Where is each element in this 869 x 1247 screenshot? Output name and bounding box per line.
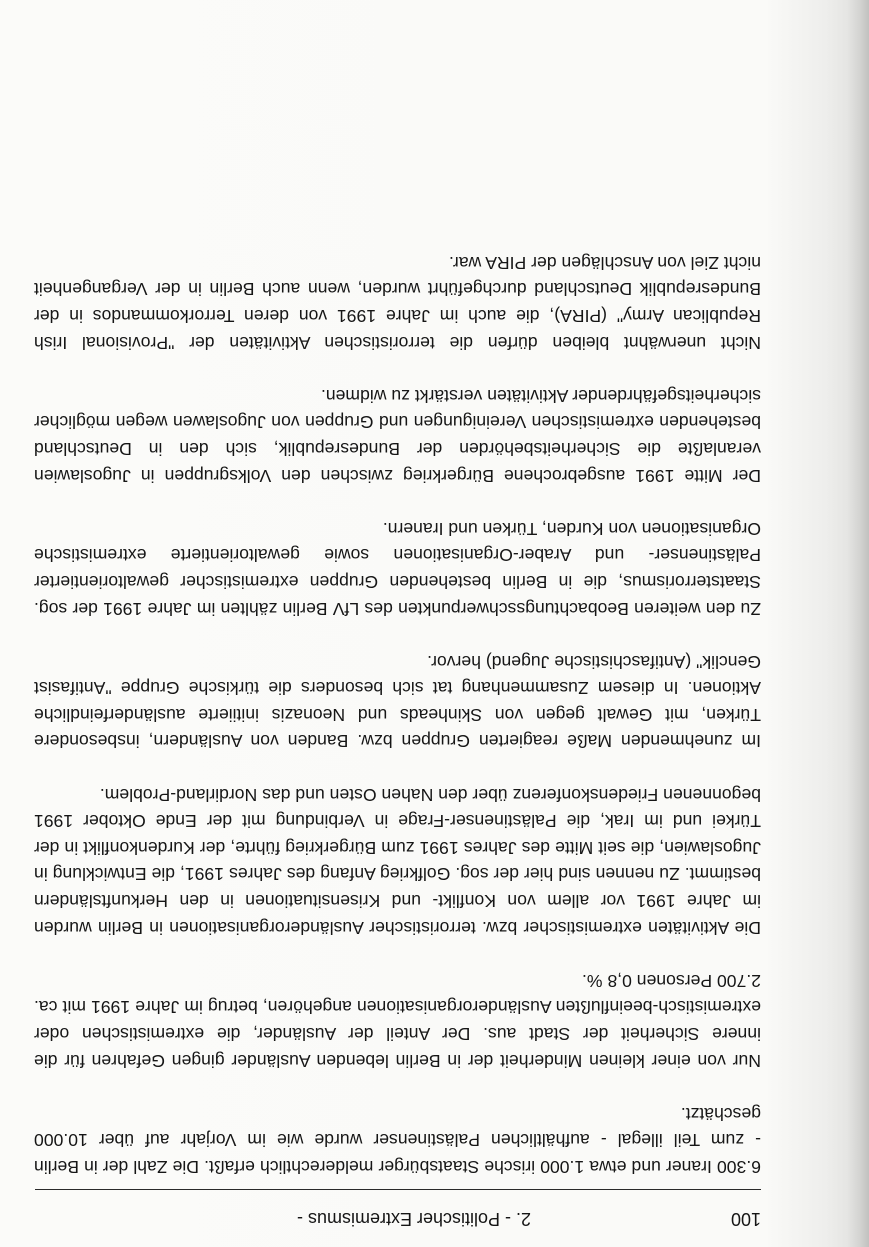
paragraph-youth-gangs: Im zunehmenden Maße reagierten Gruppen bzw. Banden von Ausländern, insbesondere Türken, mit Gewalt gegen von Skinheads und Neonazis initiierte ausländerfeindliche Aktionen. In diesem Zusammenhang tat sich besonders die türkische Gruppe "Antifasist Genclik" (Antifaschistische Jugend) hervor. [34,651,761,752]
paragraph-residents-count: 6.300 Iraner und etwa 1.000 irische Staatsbürger melderechtlich erfaßt. Die Zahl der in Berlin - zum Teil illegal - aufhältlichen Palästinenser wurde wie im Vorjahr auf über 10.000 geschätzt. [34,1103,761,1177]
paragraph-yugoslavia: Der Mitte 1991 ausgebrochene Bürgerkrieg zwischen den Volksgruppen in Jugoslawien veranlaßte die Sicherheitsbehörden der Bundesrepublik, sich den in Deutschland bestehenden extremistischen Vereinigungen und Gruppen von Jugoslawen wegen möglicher sicherheitsgefährdender Aktivitäten verstärkt zu widmen. [34,385,761,486]
paragraph-observation-focus: Zu den weiteren Beobachtungsschwerpunkten des LfV Berlin zählten im Jahre 1991 der sog. Staatsterrorismus, die in Berlin bestehenden Gruppen extremistischer gewaltorientierter Palästinenser- und Araber-Organisationen sowie gewaltorientierte extremistische Organisationen von Kurden, Türken und Iranern. [34,518,761,619]
running-header [35,1203,761,1229]
page-number: 100 [730,1209,761,1229]
paragraph-conflicts: Die Aktivitäten extremistischer bzw. terroristischer Ausländerorganisationen in Berlin wurden im Jahre 1991 vor allem von Konflikt- und Krisensituationen in den Herkunftsländern bestimmt. Zu nennen sind hier der sog. Golfkrieg Anfang des Jahres 1991, die Entwicklung in Jugoslawien, die seit Mitte des Jahres 1991 zum Bürgerkrieg führte, der Kurdenkonflikt in der Türkei und im Irak, die Palästinenser-Frage in Verbindung mit der Ende Oktober 1991 begonnenen Friedenskonferenz über den Nahen Osten und das Nordirland-Problem. [34,784,761,938]
header-rule [35,1189,761,1190]
body-text [34,249,761,1180]
paragraph-minority-risk: Nur von einer kleinen Minderheit der in Berlin lebenden Ausländer gingen Gefahren für die innere Sicherheit der Stadt aus. Der Anteil der Ausländer, die extremistischen oder extremistisch-beeinflußten Ausländerorganisationen angehören, betrug im Jahre 1991 mit ca. 2.700 Personen 0,8 %. [34,970,761,1071]
paragraph-pira: Nicht unerwähnt bleiben dürfen die terroristischen Aktivitäten der "Provisional Irish Republican Army" (PIRA), die auch im Jahre 1991 von deren Terrorkommandos in der Bundesrepublik Deutschland durchgeführt wurden, wenn auch Berlin in der Vergangenheit nicht Ziel von Anschlägen der PIRA war. [34,252,761,353]
chapter-title: 2. - Politischer Extremismus - [296,1209,531,1229]
